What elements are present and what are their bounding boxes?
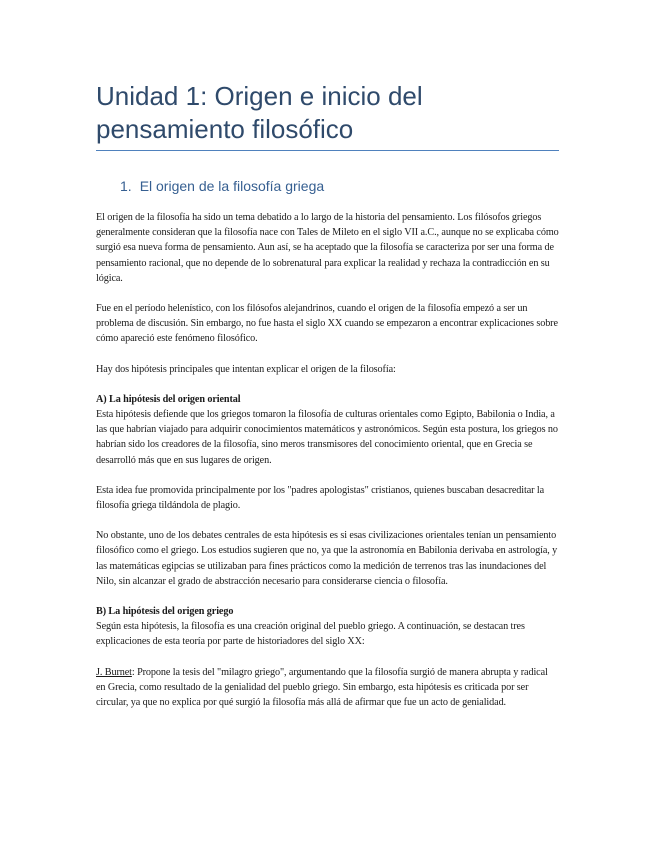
title-divider xyxy=(96,150,559,151)
hypothesis-a-title: A) La hipótesis del origen oriental xyxy=(96,393,241,405)
paragraph-intro: El origen de la filosofía ha sido un tema debatido a lo largo de la historia del pensamiento. Los filósofos griegos generalmente consideran que la filosofía nace con Tales de Mileto en el siglo VII a.C., aunque no se explicaba cómo surgió esa nueva forma de pensamiento. Aun así, se ha aceptado que la filosofía se caracteriza por ser una forma de pensamiento racional, que no depende de lo sobrenatural para explicar la realidad y rechaza la contradicción en su lógica. xyxy=(96,212,559,284)
hypothesis-b-text: Según esta hipótesis, la filosofía es una creación original del pueblo griego. A continuación, se destacan tres explicaciones de esta teoría por parte de historiadores del siglo XX: xyxy=(96,621,525,648)
hypothesis-b-title: B) La hipótesis del origen griego xyxy=(96,606,234,618)
hypothesis-b xyxy=(96,604,559,650)
section-title: El origen de la filosofía griega xyxy=(139,178,325,194)
author-burnet: J. Burnet xyxy=(96,666,132,678)
burnet-text: : Propone la tesis del "milagro griego", argumentando que la filosofía surgió de manera abrupta y radical en Grecia, como resultado de la genialidad del pueblo griego. Sin embargo, esta hipótesis es criticada por ser circular, ya que no explica por qué surgió la filosofía más allá de afirmar que fue un acto de genialidad. xyxy=(96,666,548,709)
section-number: 1. xyxy=(120,178,132,194)
document-body xyxy=(96,210,559,710)
hypothesis-a-text: Esta hipótesis defiende que los griegos tomaron la filosofía de culturas orientales como Egipto, Babilonia o India, a las que habrían viajado para adquirir conocimientos matemáticos y astronómicos. Según esta postura, los griegos no habrían sido los creadores de la filosofía, sino meros transmisores del conocimiento oriental, que en Grecia se desarrolló más que en sus lugares de origen. xyxy=(96,409,558,466)
paragraph-apologists: Esta idea fue promovida principalmente por los "padres apologistas" cristianos, quienes buscaban desacreditar la filosofía griega tildándola de plagio. xyxy=(96,484,545,512)
paragraph-debate: No obstante, uno de los debates centrales de esta hipótesis es si esas civilizaciones orientales tenían un pensamiento filosófico como el griego. Los estudios sugieren que no, ya que la astronomía en Babilonia derivaba en astrología, y las matemáticas egipcias se utilizaban para fines prácticos como la medición de terrenos tras las inundaciones del Nilo, sin alcanzar el grado de abstracción necesario para considerarse ciencia o filosofía. xyxy=(96,530,558,587)
page-title: Unidad 1: Origen e inicio del pensamiento filosófico xyxy=(96,81,423,144)
section-heading xyxy=(120,177,324,195)
paragraph-hellenistic: Fue en el período helenístico, con los filósofos alejandrinos, cuando el origen de la filosofía empezó a ser un problema de discusión. Sin embargo, no fue hasta el siglo XX cuando se empezaron a encontrar explicaciones sobre cómo apareció este fenómeno filosófico. xyxy=(96,303,558,345)
hypothesis-a xyxy=(96,392,559,468)
paragraph-hypotheses-intro: Hay dos hipótesis principales que intentan explicar el origen de la filosofía: xyxy=(96,363,396,375)
burnet-explanation xyxy=(96,665,559,711)
